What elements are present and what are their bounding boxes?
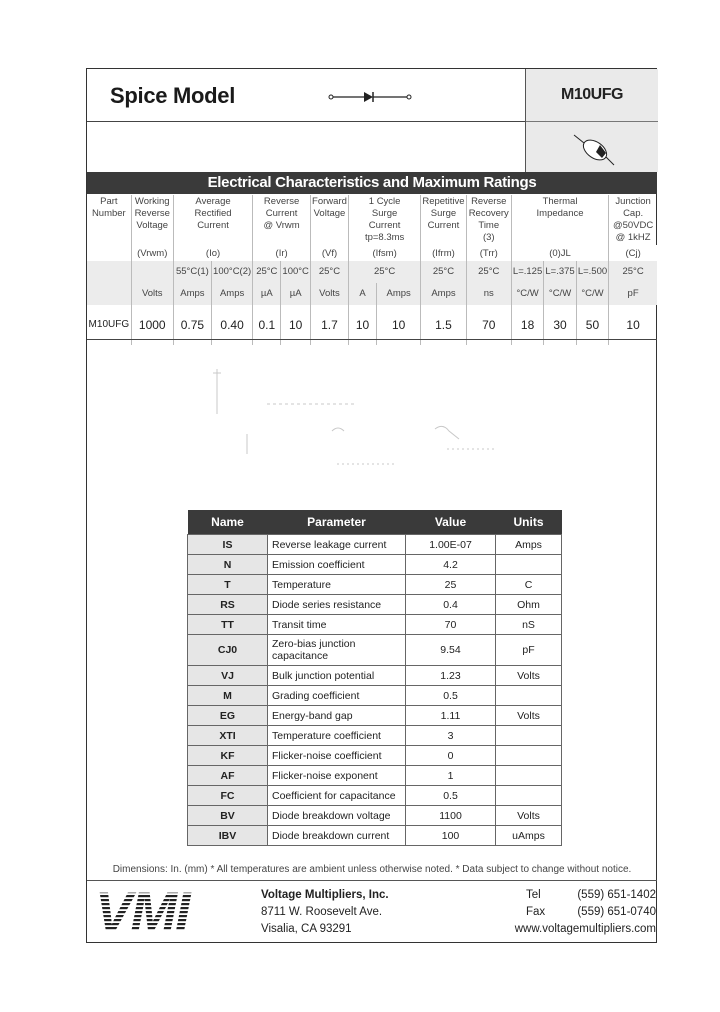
param-desc: Bulk junction potential [268,666,406,686]
param-value: 100 [406,826,496,846]
unit-cell: Amps [421,283,466,305]
condition-cell: 25°C [348,261,420,283]
value-cell: 0.75 [173,305,211,345]
col-header-trr: Reverse Recovery Time (3) [466,195,511,245]
unit-cell: Amps [211,283,252,305]
param-name: CJ0 [188,635,268,666]
param-value: 0.5 [406,686,496,706]
param-name: EG [188,706,268,726]
param-value: 9.54 [406,635,496,666]
company-block [261,887,389,938]
symbol-cell: (Io) [173,245,252,261]
param-desc: Diode series resistance [268,595,406,615]
condition-cell: 100°C(2) [211,261,252,283]
tel-number: (559) 651-1402 [577,889,656,901]
param-desc: Temperature [268,575,406,595]
condition-cell: 25°C [609,261,657,283]
param-value: 1 [406,766,496,786]
footnote: Dimensions: In. (mm) * All temperatures are ambient unless otherwise noted. * Data subject to change without notice. [112,864,632,875]
param-unit [496,686,562,706]
param-name: TT [188,615,268,635]
param-unit [496,746,562,766]
symbol-cell: (Ifrm) [421,245,466,261]
value-cell: 10 [348,305,376,345]
table-row [188,786,562,806]
col-header-ir: Reverse Current @ Vrwm [253,195,311,245]
table-row [188,575,562,595]
param-value: 1.23 [406,666,496,686]
diode-package-icon [572,133,616,167]
param-name: IS [188,535,268,555]
tel-row [526,887,656,904]
unit-cell: °C/W [511,283,543,305]
param-unit [496,726,562,746]
param-value: 70 [406,615,496,635]
condition-cell: 100°C [281,261,311,283]
param-desc: Transit time [268,615,406,635]
param-desc: Reverse leakage current [268,535,406,555]
unit-cell [87,283,131,305]
param-unit [496,555,562,575]
param-desc: Energy-band gap [268,706,406,726]
value-cell-part: M10UFG [87,305,131,345]
condition-cell: L=.125 [511,261,543,283]
param-unit: Volts [496,706,562,726]
value-cell: 0.1 [253,305,281,345]
section-title: Electrical Characteristics and Maximum Ratings [87,172,657,194]
part-box-divider [526,121,658,122]
condition-cell: 25°C [253,261,281,283]
unit-cell: Volts [131,283,173,305]
unit-cell: Volts [310,283,348,305]
value-cell: 50 [576,305,608,345]
symbol-cell: (Ifsm) [348,245,420,261]
param-unit: uAmps [496,826,562,846]
symbol-cell: (Trr) [466,245,511,261]
param-unit: pF [496,635,562,666]
col-header-units: Units [496,510,562,535]
param-name: N [188,555,268,575]
param-name: RS [188,595,268,615]
unit-cell: pF [609,283,657,305]
fax-number: (559) 651-0740 [577,906,656,918]
faded-drawing-graphic [197,359,527,474]
table-row [188,766,562,786]
param-unit: Ohm [496,595,562,615]
symbol-cell: (Cj) [609,245,657,261]
unit-cell: A [348,283,376,305]
table-row [188,666,562,686]
condition-cell: 25°C [466,261,511,283]
symbol-cell: (0)JL [511,245,608,261]
value-cell: 10 [626,318,640,332]
fax-label: Fax [526,906,546,918]
table-row [188,746,562,766]
part-code: M10UFG [561,86,623,103]
table-row [188,806,562,826]
param-name: BV [188,806,268,826]
contact-block [526,887,656,921]
header-divider [87,121,525,122]
company-name: Voltage Multipliers, Inc. [261,889,389,901]
param-value: 0.5 [406,786,496,806]
unit-cell: µA [281,283,311,305]
param-desc: Grading coefficient [268,686,406,706]
vmi-logo [93,887,245,935]
col-header-value: Value [406,510,496,535]
param-unit: Volts [496,806,562,826]
website-link[interactable]: www.voltagemultipliers.com [514,923,656,935]
table-row [188,615,562,635]
value-cell: 10 [281,305,311,345]
value-cell: 10 [377,305,421,345]
value-cell: 18 [511,305,543,345]
unit-cell: ns [466,283,511,305]
address-line-1: 8711 W. Roosevelt Ave. [261,906,383,918]
param-desc: Diode breakdown voltage [268,806,406,826]
param-unit: C [496,575,562,595]
spice-parameter-table [187,510,562,846]
param-unit [496,786,562,806]
ec-table-bottom-border [87,339,657,340]
symbol-cell [87,245,131,261]
svg-text:VMI: VMI [95,887,189,935]
param-name: KF [188,746,268,766]
unit-cell: °C/W [576,283,608,305]
col-header-part: Part Number [87,195,131,245]
param-unit: nS [496,615,562,635]
col-header-parameter: Parameter [268,510,406,535]
unit-cell: °C/W [544,283,576,305]
col-header-name: Name [188,510,268,535]
param-value: 4.2 [406,555,496,575]
tel-label: Tel [526,889,541,901]
param-value: 0.4 [406,595,496,615]
param-desc: Emission coefficient [268,555,406,575]
unit-cell: Amps [377,283,421,305]
param-name: XTI [188,726,268,746]
condition-cell: 55°C(1) [173,261,211,283]
col-header-ifrm: Repetitive Surge Current [421,195,466,245]
col-header-thermal: Thermal Impedance [511,195,608,245]
param-desc: Flicker-noise exponent [268,766,406,786]
table-row [188,686,562,706]
diode-symbol-icon [327,89,417,105]
table-row [188,635,562,666]
table-row [188,726,562,746]
param-value: 1.11 [406,706,496,726]
symbol-cell: (Vrwm) [131,245,173,261]
footer-divider [87,880,657,881]
value-cell: 1.5 [421,305,466,345]
param-value: 0 [406,746,496,766]
param-desc: Flicker-noise coefficient [268,746,406,766]
table-row [188,555,562,575]
condition-cell [131,261,173,283]
param-unit [496,766,562,786]
condition-cell: L=.500 [576,261,608,283]
col-header-ifsm: 1 Cycle Surge Current tp=8.3ms [348,195,420,245]
value-cell: 0.40 [211,305,252,345]
param-value: 1100 [406,806,496,826]
unit-cell: µA [253,283,281,305]
table-row [188,535,562,555]
symbol-cell: (Ir) [253,245,311,261]
param-desc: Coefficient for capacitance [268,786,406,806]
param-value: 1.00E-07 [406,535,496,555]
param-unit: Amps [496,535,562,555]
param-name: VJ [188,666,268,686]
col-header-cj: Junction Cap. @50VDC @ 1kHZ [612,196,654,243]
condition-cell: 25°C [421,261,466,283]
param-unit: Volts [496,666,562,686]
datasheet [86,68,657,943]
table-row [188,826,562,846]
col-header-vf: Forward Voltage [310,195,348,245]
electrical-characteristics-table [87,195,657,345]
param-desc: Temperature coefficient [268,726,406,746]
symbol-cell: (Vf) [310,245,348,261]
condition-cell: L=.375 [544,261,576,283]
param-value: 3 [406,726,496,746]
table-row [188,706,562,726]
value-cell: 1000 [131,305,173,345]
param-name: AF [188,766,268,786]
table-row [188,595,562,615]
value-cell: 1.7 [310,305,348,345]
param-name: FC [188,786,268,806]
param-name: T [188,575,268,595]
param-name: M [188,686,268,706]
fax-row [526,904,656,921]
value-cell: 70 [466,305,511,345]
param-value: 25 [406,575,496,595]
param-desc: Zero-bias junction capacitance [268,635,406,666]
page-title: Spice Model [110,83,236,108]
col-header-io: Average Rectified Current [173,195,252,245]
address-line-2: Visalia, CA 93291 [261,923,352,935]
condition-cell [87,261,131,283]
part-code-box [525,69,658,172]
param-name: IBV [188,826,268,846]
value-cell: 30 [544,305,576,345]
unit-cell: Amps [173,283,211,305]
param-desc: Diode breakdown current [268,826,406,846]
condition-cell: 25°C [310,261,348,283]
col-header-vrwm: Working Reverse Voltage [131,195,173,245]
